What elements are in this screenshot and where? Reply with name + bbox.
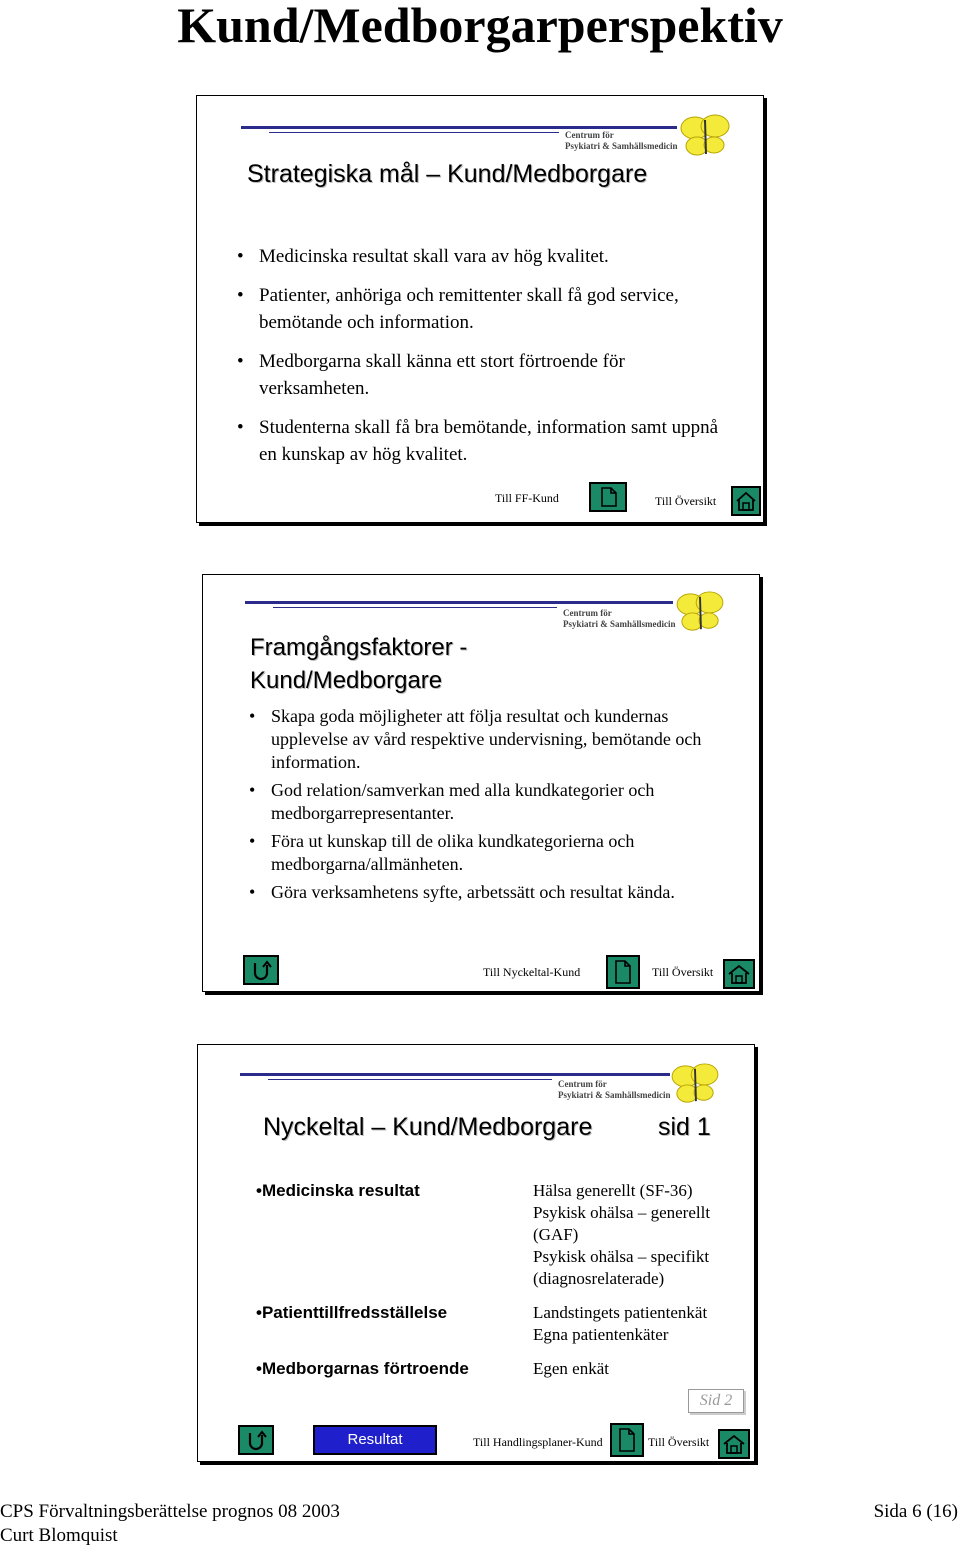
header-rule xyxy=(240,1073,670,1076)
row-label: •Medborgarnas förtroende xyxy=(256,1359,469,1378)
slide-strategiska-mal xyxy=(196,95,764,523)
footer-left xyxy=(0,1500,340,1548)
row-label: •Medicinska resultat xyxy=(256,1181,420,1200)
home-icon[interactable] xyxy=(718,1429,750,1459)
link-till-ff-kund[interactable]: Till FF-Kund xyxy=(495,491,559,505)
header-rule-thin xyxy=(273,607,557,608)
link-till-oversikt[interactable]: Till Översikt xyxy=(648,1435,710,1449)
link-till-nyckeltal-kund[interactable]: Till Nyckeltal-Kund xyxy=(483,965,581,979)
list-item: • Skapa goda möjligheter att följa resultat och kundernas upplevelse av vård respektive undervisning, bemötande och information. xyxy=(249,705,739,774)
link-till-oversikt[interactable]: Till Översikt xyxy=(655,494,717,508)
link-till-handlingsplaner-kund[interactable]: Till Handlingsplaner-Kund xyxy=(473,1435,603,1449)
butterfly-logo-icon xyxy=(675,591,725,633)
list-item: • Studenterna skall få bra bemötande, information samt uppnå en kunskap av hög kvalitet. xyxy=(237,414,737,468)
row-values: Hälsa generellt (SF-36) Psykisk ohälsa – generellt (GAF) Psykisk ohälsa – specifikt (diagnosrelaterade) xyxy=(533,1181,711,1288)
sid-2-link[interactable]: Sid 2 xyxy=(688,1389,744,1413)
slide-framgangsfaktorer xyxy=(202,574,760,992)
butterfly-logo-icon xyxy=(679,114,731,158)
header-rule-thin xyxy=(269,132,559,133)
organization-logo-text: Centrum för Psykiatri & Samhällsmedicin xyxy=(563,608,676,629)
link-till-oversikt[interactable]: Till Översikt xyxy=(652,965,714,979)
list-item: • Föra ut kunskap till de olika kundkategorierna och medborgarna/allmänheten. xyxy=(249,830,739,876)
footer-author: Curt Blomquist xyxy=(0,1525,118,1546)
home-icon[interactable] xyxy=(723,959,755,989)
header-rule xyxy=(241,126,677,129)
page-icon[interactable] xyxy=(610,1423,644,1457)
resultat-button[interactable]: Resultat xyxy=(313,1425,437,1455)
row-values: Landstingets patientenkät Egna patientenkäter xyxy=(533,1303,708,1344)
list-item: • Medicinska resultat skall vara av hög kvalitet. xyxy=(237,243,737,270)
back-arrow-icon[interactable] xyxy=(238,1425,274,1455)
slide-title: Strategiska mål – Kund/Medborgare xyxy=(247,160,648,188)
list-item: • God relation/samverkan med alla kundkategorier och medborgarrepresentanter. xyxy=(249,779,739,825)
slide-nyckeltal xyxy=(197,1044,755,1462)
slide-page-number: sid 1 xyxy=(658,1113,711,1141)
butterfly-logo-icon xyxy=(670,1063,720,1105)
organization-logo-text: Centrum för Psykiatri & Samhällsmedicin xyxy=(565,130,678,151)
page-title: Kund/Medborgarperspektiv xyxy=(177,0,783,53)
footer-page-number: Sida 6 (16) xyxy=(873,1501,958,1522)
list-item: • Medborgarna skall känna ett stort förtroende för verksamheten. xyxy=(237,348,737,402)
row-label: •Patienttillfredsställelse xyxy=(256,1303,448,1322)
slide-title: Framgångsfaktorer - Kund/Medborgare xyxy=(250,634,468,694)
page-icon[interactable] xyxy=(589,482,627,512)
home-icon[interactable] xyxy=(731,486,761,516)
footer-document-title: CPS Förvaltningsberättelse prognos 08 2003 xyxy=(0,1501,340,1522)
bullet-list xyxy=(237,243,737,468)
back-arrow-icon[interactable] xyxy=(243,955,279,985)
list-item: • Patienter, anhöriga och remittenter skall få god service, bemötande och information. xyxy=(237,282,737,336)
header-rule-thin xyxy=(268,1079,552,1080)
header-rule xyxy=(245,601,673,604)
row-values: Egen enkät xyxy=(533,1359,609,1378)
bullet-list xyxy=(249,705,739,904)
organization-logo-text: Centrum för Psykiatri & Samhällsmedicin xyxy=(558,1079,671,1100)
list-item: • Göra verksamhetens syfte, arbetssätt och resultat kända. xyxy=(249,881,739,904)
slide-title: Nyckeltal – Kund/Medborgare xyxy=(263,1113,593,1141)
page-icon[interactable] xyxy=(606,955,640,989)
